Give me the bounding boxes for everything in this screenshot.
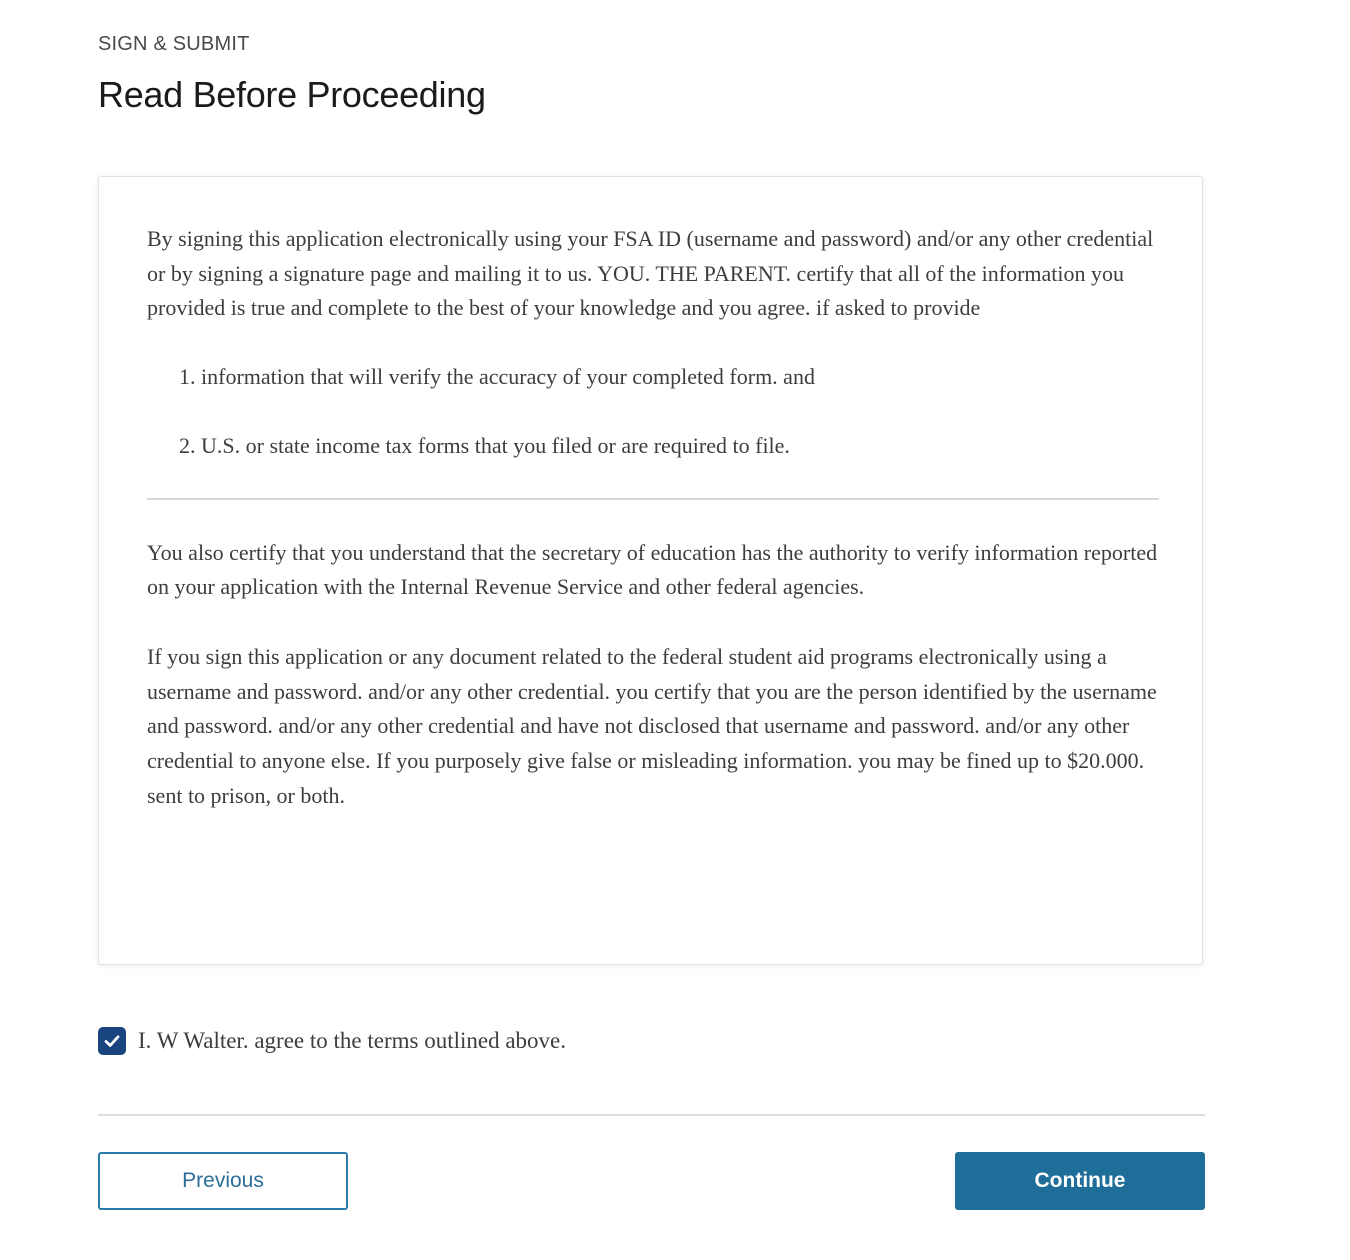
continue-button[interactable]: Continue <box>955 1152 1205 1210</box>
terms-intro: By signing this application electronically using your FSA ID (username and password) and/or any other credential or by signing a signature page and mailing it to us. YOU. THE PARENT. certify that all of the information you provided is true and complete to the best of your knowledge and you agree. if asked to provide <box>147 226 1154 321</box>
terms-list-item: 2. U.S. or state income tax forms that you filed or are required to file. <box>179 432 790 458</box>
agree-checkbox[interactable] <box>98 1027 126 1055</box>
section-eyebrow: SIGN & SUBMIT <box>98 33 250 55</box>
agreement-row <box>98 1027 566 1055</box>
checkmark-icon <box>102 1031 122 1051</box>
terms-divider <box>147 498 1159 500</box>
terms-paragraph-secretary: You also certify that you understand that the secretary of education has the authority to verify information reported on your application with the Internal Revenue Service and other federal agencies. <box>147 539 1158 600</box>
terms-body <box>147 222 1159 813</box>
terms-list-item: 1. information that will verify the accuracy of your completed form. and <box>179 364 815 390</box>
terms-card <box>98 176 1203 965</box>
page-title: Read Before Proceeding <box>98 74 486 115</box>
terms-paragraph-penalty: If you sign this application or any document related to the federal student aid programs electronically using a username and password. and/or any other credential. you certify that you are the person identified by the username and password. and/or any other credential and have not disclosed that username and password. and/or any other credential to anyone else. If you purposely give false or misleading information. you may be fined up to $20.000. sent to prison, or both. <box>147 643 1157 808</box>
footer-divider <box>98 1114 1205 1116</box>
previous-button[interactable]: Previous <box>98 1152 348 1210</box>
terms-list <box>147 360 1159 463</box>
agree-label[interactable]: I. W Walter. agree to the terms outlined above. <box>138 1028 566 1053</box>
